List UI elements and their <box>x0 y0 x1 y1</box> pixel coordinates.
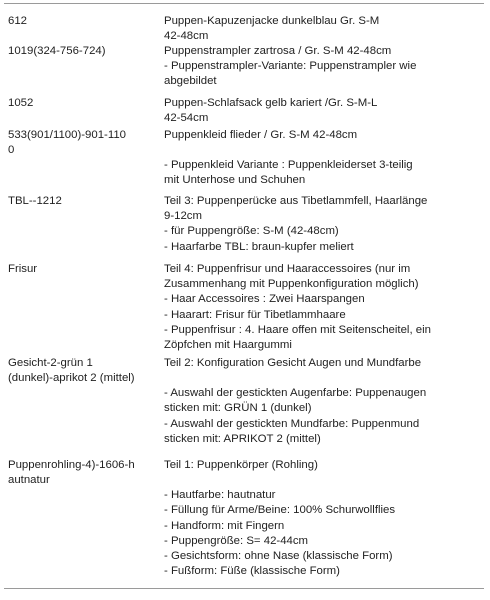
article-number: 1019(324-756-724) <box>8 45 106 57</box>
article-number: 1052 <box>8 97 34 109</box>
description-line: - Füllung für Arme/Beine: 100% Schurwollflies <box>164 504 396 517</box>
item-description <box>164 96 486 126</box>
item-description <box>164 262 486 353</box>
article-number: Frisur <box>8 263 38 275</box>
top-rule <box>4 3 484 4</box>
item-description <box>164 128 486 189</box>
bottom-rule <box>4 588 484 589</box>
description-line: - Haarart: Frisur für Tibetlammhaare <box>164 308 346 321</box>
description-spacer <box>164 371 486 386</box>
description-line: - Puppenkleid Variante : Puppenkleiderset 3-teilig <box>164 159 413 172</box>
description-line: - Puppenstrampler-Variante: Puppenstrampler wie <box>164 60 417 73</box>
item-description <box>164 356 486 447</box>
description-line: Teil 2: Konfiguration Gesicht Augen und Mundfarbe <box>164 357 422 369</box>
description-line: - Hautfarbe: hautnatur <box>164 489 276 502</box>
description-line: Puppenkleid flieder / Gr. S-M 42-48cm <box>164 129 358 141</box>
item-description <box>164 44 486 90</box>
article-number: TBL--1212 <box>8 195 62 207</box>
description-line: abgebildet <box>164 75 217 88</box>
item-description <box>164 14 486 44</box>
description-line: - für Puppengröße: S-M (42-48cm) <box>164 225 339 238</box>
description-line: sticken mit: GRÜN 1 (dunkel) <box>164 402 312 415</box>
description-line: - Gesichtsform: ohne Nase (klassische Form) <box>164 550 393 563</box>
article-number: Gesicht-2-grün 1 (dunkel)-aprikot 2 (mittel) <box>8 357 135 385</box>
description-line: - Auswahl der gestickten Augenfarbe: Puppenaugen <box>164 387 427 400</box>
description-line: - Haar Accessoires : Zwei Haarspangen <box>164 293 365 306</box>
description-line: mit Unterhose und Schuhen <box>164 174 306 187</box>
description-line: Zusammenhang mit Puppenkonfiguration möglich) <box>164 278 419 291</box>
description-line: Puppen-Schlafsack gelb kariert /Gr. S-M-L <box>164 97 378 109</box>
description-line: - Handform: mit Fingern <box>164 519 285 532</box>
description-line: - Puppengröße: S= 42-44cm <box>164 534 309 547</box>
item-description <box>164 458 486 579</box>
description-spacer <box>164 473 486 488</box>
description-line: Puppenstrampler zartrosa / Gr. S-M 42-48cm <box>164 45 392 57</box>
description-line: Puppen-Kapuzenjacke dunkelblau Gr. S-M <box>164 15 380 27</box>
description-line: Zöpfchen mit Haargummi <box>164 339 292 352</box>
description-line: Teil 1: Puppenkörper (Rohling) <box>164 459 318 471</box>
description-line: Teil 4: Puppenfrisur und Haaraccessoires (nur im <box>164 263 411 275</box>
description-line: sticken mit: APRIKOT 2 (mittel) <box>164 432 321 445</box>
item-description <box>164 194 486 255</box>
article-number: 533(901/1100)-901-110 0 <box>8 129 127 157</box>
description-line: Teil 3: Puppenperücke aus Tibetlammfell, Haarlänge <box>164 195 428 207</box>
description-line: 42-54cm <box>164 112 209 125</box>
description-line: - Haarfarbe TBL: braun-kupfer meliert <box>164 240 354 253</box>
article-number: 612 <box>8 15 28 27</box>
description-line: - Auswahl der gestickten Mundfarbe: Puppenmund <box>164 417 420 430</box>
description-line: 9-12cm <box>164 210 202 223</box>
description-line: - Fußform: Füße (klassische Form) <box>164 565 340 578</box>
description-spacer <box>164 143 486 158</box>
description-line: 42-48cm <box>164 30 209 43</box>
article-number: Puppenrohling-4)-1606-h autnatur <box>8 459 135 487</box>
description-line: - Puppenfrisur : 4. Haare offen mit Seitenscheitel, ein <box>164 323 431 336</box>
